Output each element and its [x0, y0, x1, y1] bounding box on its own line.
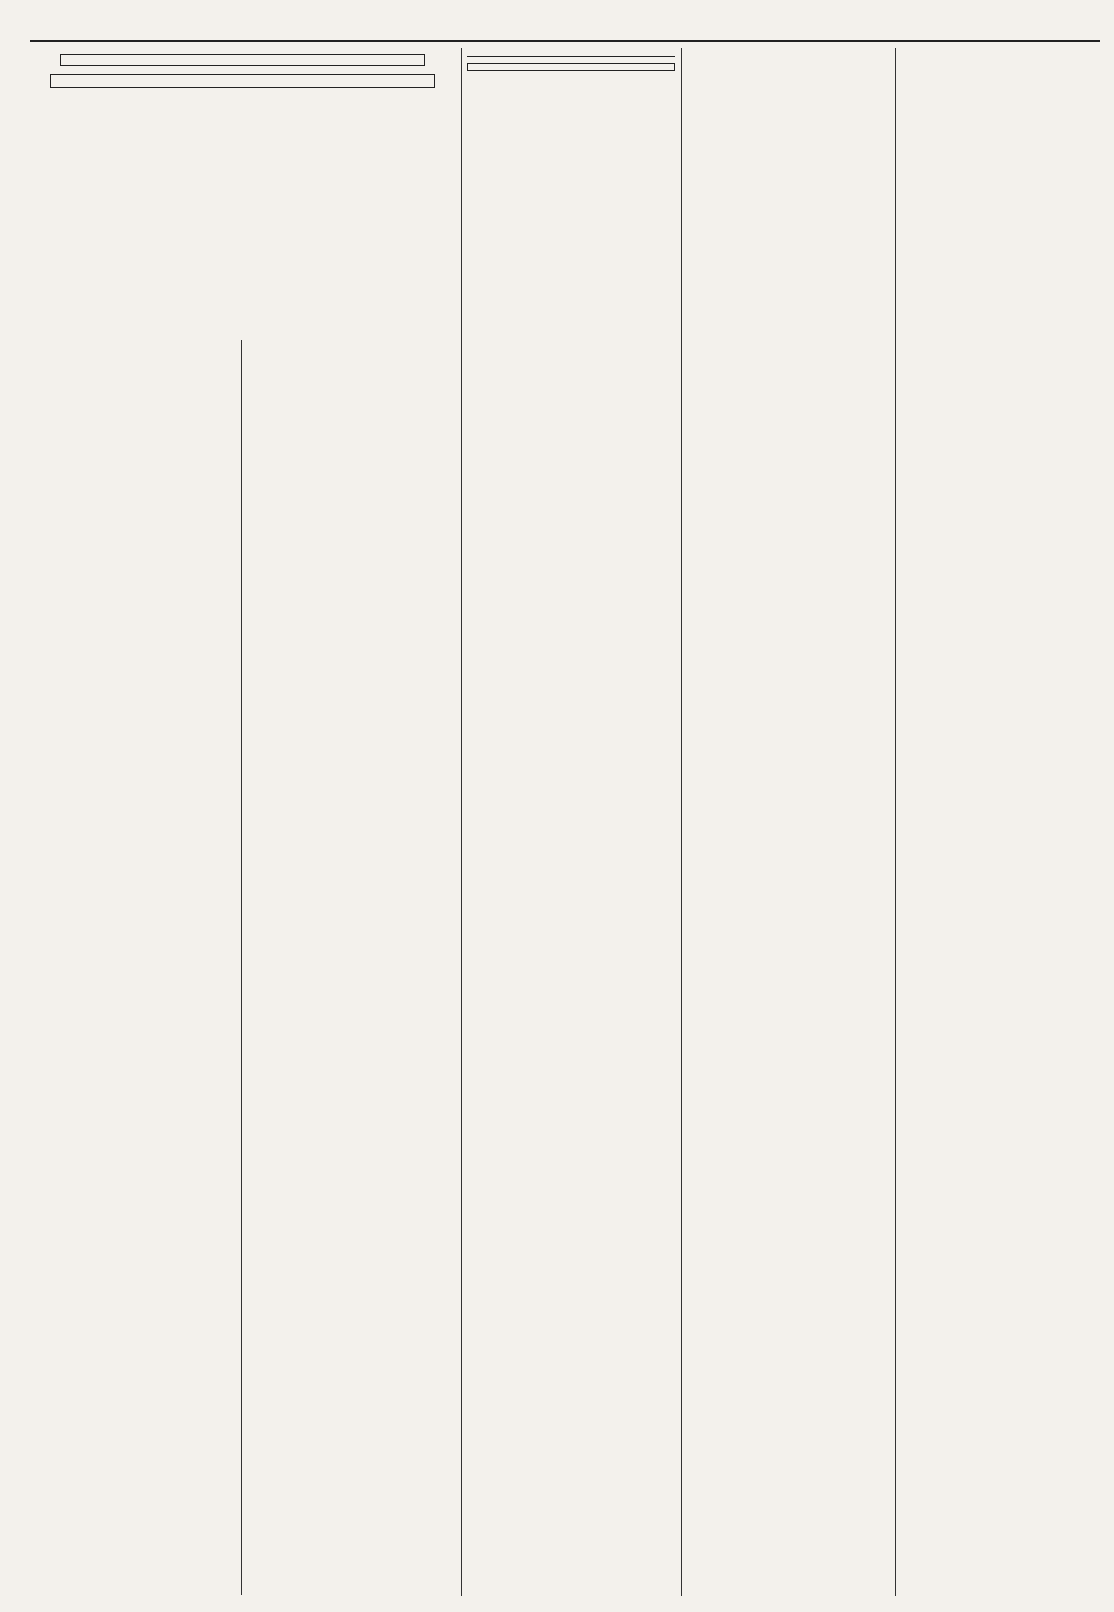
column-rule — [461, 48, 462, 1596]
section-divider — [467, 56, 675, 57]
racing-deck1 — [50, 74, 435, 88]
racing-title — [60, 54, 425, 66]
date-line — [1086, 8, 1100, 29]
column-3 — [467, 50, 675, 1590]
column-2 — [247, 345, 455, 1590]
maori-title — [467, 63, 675, 71]
column-1 — [30, 345, 235, 1590]
column-rule — [241, 340, 242, 1595]
column-4 — [687, 50, 889, 1590]
masthead — [30, 6, 1100, 34]
column-rule — [681, 48, 682, 1596]
column-rule — [895, 48, 896, 1596]
racing-banner — [30, 50, 455, 100]
masthead-rule — [30, 40, 1100, 42]
